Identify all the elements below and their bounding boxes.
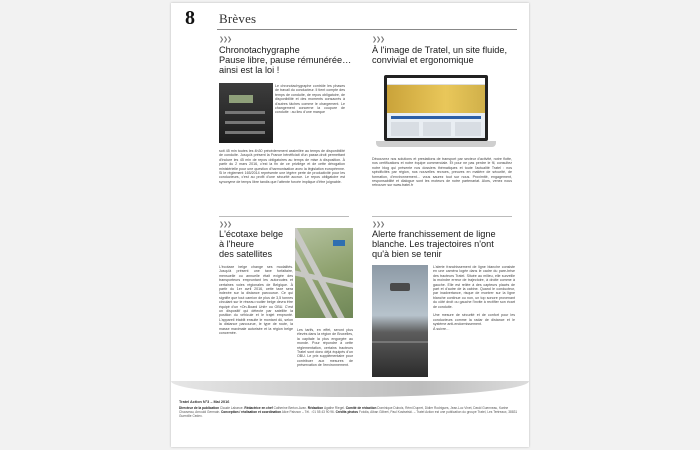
article-divider	[372, 216, 512, 217]
page-number: 8	[185, 7, 195, 29]
article-body-ecotaxe-right: Les tarifs, en effet, seront plus élevés dans la région de Bruxelles, la capitale la plus engorgée au monde. Pour répondre à cette réglementation, certains tracteurs Tratel sont donc déjà équipés d'un OBU. Le prix supplémentaire pour contribuer aux mesures de préservation de l'environnement.	[297, 328, 353, 368]
section-rule	[217, 29, 517, 30]
chevron-icon: ❯❯❯	[219, 36, 232, 43]
tratel-website-laptop-photo	[376, 75, 496, 153]
article-body-site-tratel: Découvrez nos solutions et prestations de transport par secteur d'activité, notre flotte, nos certifications et notre équipe commerciale. Et pour ne pas perdre le fil, consultez notre blog qui présente nos dossiers thématiques et toute l'actualité Tratel : nos spécificités par région, nos nouvelles recrues, preuves en matière de sécurité, de formation, d'environnement… vous saurez tout sur nous. Proximité, engagement, responsabilité et dialogue sont les moteurs de notre partenariat. Alors, venez nous retrouver sur www.tratel.fr	[372, 157, 512, 188]
article-body-chronotachygraphe: soit 45 min toutes les 4h30 précédemment assimilée au temps de disponibilité de conduite. Jusqu'à présent la France bénéficiait d'un passe-droit permettant d'inclure les 45 min de repos obligatoires au temps de mise à disposition. À partir du 2 mars 2016, c'est la fin de ce privilège et de cette dérogation ministérielle pour une question d'harmonisation avec la législation européenne. Si le règlement 165/2014 représente une légère perte de productivité pour les conducteurs, c'est au profit d'une sécurité accrue. Le repos obligatoire est synonyme de temps libre tandis que l'attente forcée implique d'être joignable.	[219, 149, 345, 184]
newsletter-page	[171, 3, 529, 447]
chevron-icon: ❯❯❯	[219, 221, 232, 228]
tachograph-photo	[219, 83, 273, 143]
chevron-icon: ❯❯❯	[372, 36, 385, 43]
windshield-camera-photo	[372, 265, 428, 377]
article-body-alerte-ligne-blanche: L'alerte franchissement de ligne blanche consiste en une caméra logée dans le cadre du pare-brise des tracteurs Tratel. Située au milieu, elle surveille la moindre erreur de trajectoire, à droite comme à gauche. Elle est reliée à des capteurs placés de part et d'autre de la cabine. Quand le conducteur, par inadvertance, risque de montrer sur la ligne blanche continue ou non, un top sonore provenant du côté droit ou gauche l'invite à rectifier son écart de conduite. Une mesure de sécurité et de confort pour les conducteurs comme la radar de distance et le système anti-endormissement. À suivre…	[433, 265, 515, 331]
footer-credits: Directeur de la publication Claude Labarue. Rédactrice en chef Catherine Berton-Avan. Rédaction Agathe Riegel. Comité de rédaction Dominique Dubois, Rémi Dupret, Didier Rodrigues, Jean-Luc Vinet, David Guenneau, Karine Chauveau, Arnould Germain. Conception / réalisation et coordination Alice Paisnon – Tél. : 01 55 43 90 96. Crédits photos Fotolia, Alban Gilbert, Paul Kostseiski. – Tratel Action est une publication du groupe Tratel, Les Tertreaux, 38831 Guerville Cedex.	[179, 406, 518, 419]
article-title-alerte-ligne-blanche: Alerte franchissement de ligne blanche. Les trajectoires n'ont qu'à bien se tenir	[372, 229, 496, 259]
footer-swoosh	[171, 381, 529, 397]
article-title-ecotaxe: L'écotaxe belge à l'heure des satellites	[219, 229, 284, 259]
highway-aerial-photo	[295, 228, 353, 318]
article-title-site-tratel: À l'image de Tratel, un site fluide, convivial et ergonomique	[372, 45, 508, 65]
chevron-icon: ❯❯❯	[372, 221, 385, 228]
footer-title: Tratel Action N°3 – Mai 2016	[179, 400, 230, 404]
article-title-chronotachygraphe: Chronotachygraphe Pause libre, pause rémunérée… ainsi est la loi !	[219, 45, 352, 75]
article-divider	[219, 216, 349, 217]
article-body-ecotaxe-left: L'écotaxe belge change ses modalités. Jusqu'à présent une taxe forfaitaire, mensuelle ou annuelle était exigée des transporteurs empruntant les autoroutes et certaines voies régionales de Belgique. À partir du 1er avril 2016, cette taxe sera indexée sur la distance parcourue. Ce qui signifie que tout camion de plus de 3,5 tonnes circulant sur le réseau routier belge devra être équipé d'un «On-Board Unit» ou OBU. C'est un dispositif qui détecte par satellite la position du véhicule et le trajet emprunté. L'appareil établit ensuite le montant dû, selon la distance parcourue, le type de route, la masse maximale autorisée et la région belge concernée.	[219, 265, 293, 336]
section-title: Brèves	[219, 11, 257, 26]
article-body-chronotachygraphe-right: Le chronotachygraphe contrôle les phases de travail du conducteur. Il tient compte des temps de conduite, de repos obligatoire, de disponibilité et des moments consacrés à d'autres tâches comme le chargement. Le changement concerne la coupure de conduite : au lieu d'une marque	[275, 84, 345, 115]
